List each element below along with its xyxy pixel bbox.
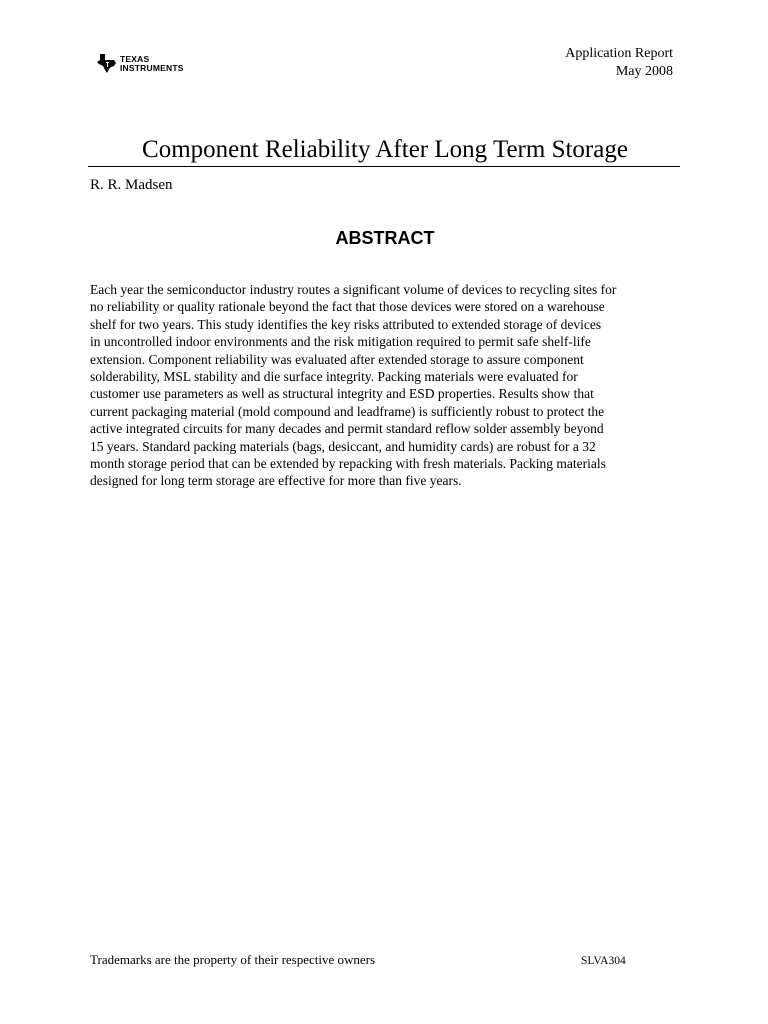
- trademark-notice: Trademarks are the property of their respective owners: [90, 952, 376, 967]
- logo-line-1: TEXAS: [120, 53, 150, 64]
- title-divider: [88, 166, 680, 167]
- abstract-heading: ABSTRACT: [335, 228, 435, 248]
- abstract-body: Each year the semiconductor industry routes a significant volume of devices to recycling sites for no reliability or quality rationale beyond the fact that those devices were stored on a warehouse shelf for two years. This study identifies the key risks attributed to extended storage of devices in uncontrolled indoor environments and the risk mitigation required to permit safe shelf-life extension. Component reliability was evaluated after extended storage to assure component solderability, MSL stability and die surface integrity. Packing materials were evaluated for customer use parameters as well as structural integrity and ESD properties. Results show that current packaging material (mold compound and leadframe) is sufficiently robust to protect the active integrated circuits for many decades and permit standard reflow solder assembly beyond 15 years. Standard packing materials (bags, desiccant, and humidity cards) are robust for a 32 month storage period that can be extended by repacking with fresh materials. Packing materials designed for long term storage are effective for more than five years.: [90, 282, 617, 489]
- author-name: R. R. Madsen: [90, 177, 173, 193]
- texas-state-icon: [97, 54, 117, 73]
- document-title: Component Reliability After Long Term Storage: [142, 136, 628, 163]
- logo-line-2: INSTRUMENTS: [120, 62, 184, 73]
- report-type: Application Report: [565, 46, 673, 61]
- literature-number: SLVA304: [581, 955, 626, 967]
- logo-wordmark: [120, 55, 184, 73]
- report-date: May 2008: [615, 64, 673, 79]
- report-meta: [565, 45, 673, 81]
- company-logo: [97, 54, 184, 73]
